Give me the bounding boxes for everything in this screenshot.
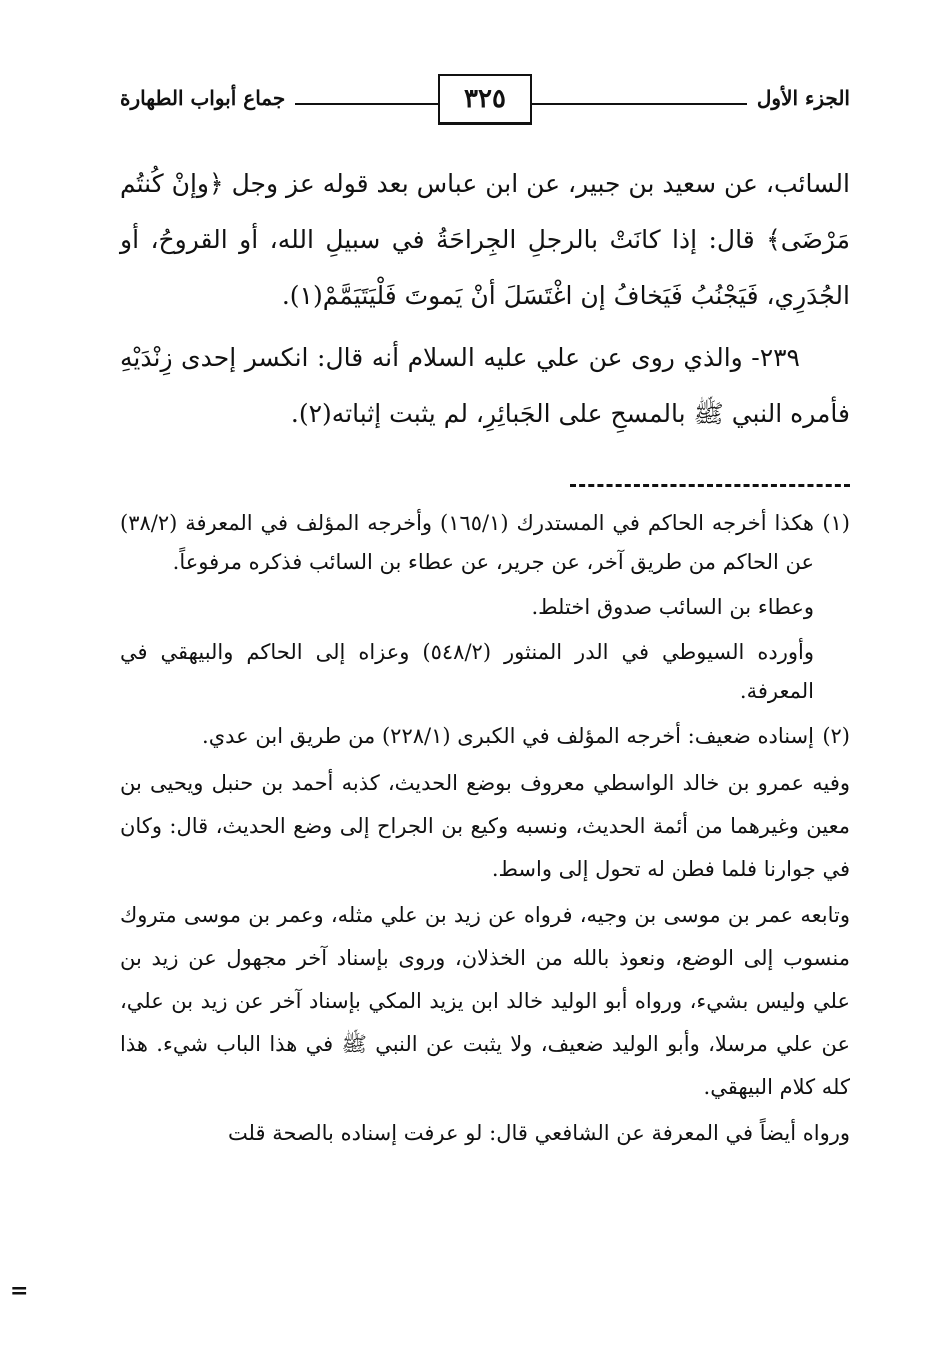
footnote-1-line-1: هكذا أخرجه الحاكم في المستدرك (١٦٥/١) وأخرجه المؤلف في المعرفة (٣٨/٢) عن الحاكم من طريق آخر، عن جرير، عن عطاء بن السائب فذكره مرفوعاً. [120, 511, 814, 574]
footnote-1 [120, 504, 850, 717]
footnotes [120, 504, 850, 1158]
volume-label: الجزء الأول [747, 86, 850, 110]
footnote-2-body [120, 717, 850, 1158]
footnote-1-line-3: وأورده السيوطي في الدر المنثور (٥٤٨/٢) وعزاه إلى الحاكم والبيهقي في المعرفة. [120, 640, 814, 703]
footnote-2-line-1: إسناده ضعيف: أخرجه المؤلف في الكبرى (٢٢٨/١) من طريق ابن عدي. [202, 724, 814, 748]
footnote-2-line-3: وتابعه عمر بن موسى بن وجيه، فرواه عن زيد بن علي مثله، وعمر بن موسى متروك منسوب إلى الوضع، ونعوذ بالله من الخذلان، وروى بإسناد آخر مجهول عن زيد بن علي وليس بشيء، ورواه أبو الوليد خالد ابن يزيد المكي بإسناد آخر عن زيد بن علي، عن علي مرسلا، وأبو الوليد ضعيف، ولا يثبت عن النبي ﷺ في هذا الباب شيء. هذا كله كلام البيهقي. [120, 903, 850, 1099]
chapter-title: جماع أبواب الطهارة [120, 86, 295, 110]
footnote-2-line-4: ورواه أيضاً في المعرفة عن الشافعي قال: لو عرفت إسناده بالصحة قلت [227, 1121, 850, 1145]
main-paragraph-2: ٢٣٩- والذي روى عن علي عليه السلام أنه قال: انكسر إحدى زِنْدَيْهِ فأمره النبي ﷺ بالمسحِ على الجَبائِرِ، لم يثبت إثباته(٢). [120, 343, 850, 428]
footnote-separator [570, 484, 850, 487]
footnote-2 [120, 717, 850, 1158]
book-page [120, 70, 850, 1330]
footnote-1-line-2: وعطاء بن السائب صدوق اختلط. [531, 595, 814, 619]
footnote-1-body [120, 504, 814, 717]
page-number-text: ٣٢٥ [464, 84, 506, 114]
footnote-1-number: (١) [822, 511, 850, 535]
main-text [120, 156, 850, 442]
running-header [120, 70, 850, 130]
main-paragraph-1: السائب، عن سعيد بن جبير، عن ابن عباس بعد قوله عز وجل ﴿وإنْ كُنتُم مَرْضَى﴾ قال: إذا كانَتْ بالرجلِ الجِراحَةُ في سبيلِ الله، أو القروحُ، أو الجُدَرِي، فَيَجْنُبُ فَيَخافُ إن اغْتَسَلَ أنْ يَموتَ فَلْيَتَيَمَّمْ(١). [120, 169, 850, 310]
continuation-mark: = [10, 1278, 29, 1304]
page-number [438, 74, 532, 125]
footnote-2-line-2: وفيه عمرو بن خالد الواسطي معروف بوضع الحديث، كذبه أحمد بن حنبل ويحيى بن معين وغيرهما من أئمة الحديث، ونسبه وكيع بن الجراح إلى وضع الحديث، قال: وكان في جوارنا فلما فطن له تحول إلى واسط. [120, 771, 850, 881]
footnote-2-number: (٢) [822, 724, 850, 748]
